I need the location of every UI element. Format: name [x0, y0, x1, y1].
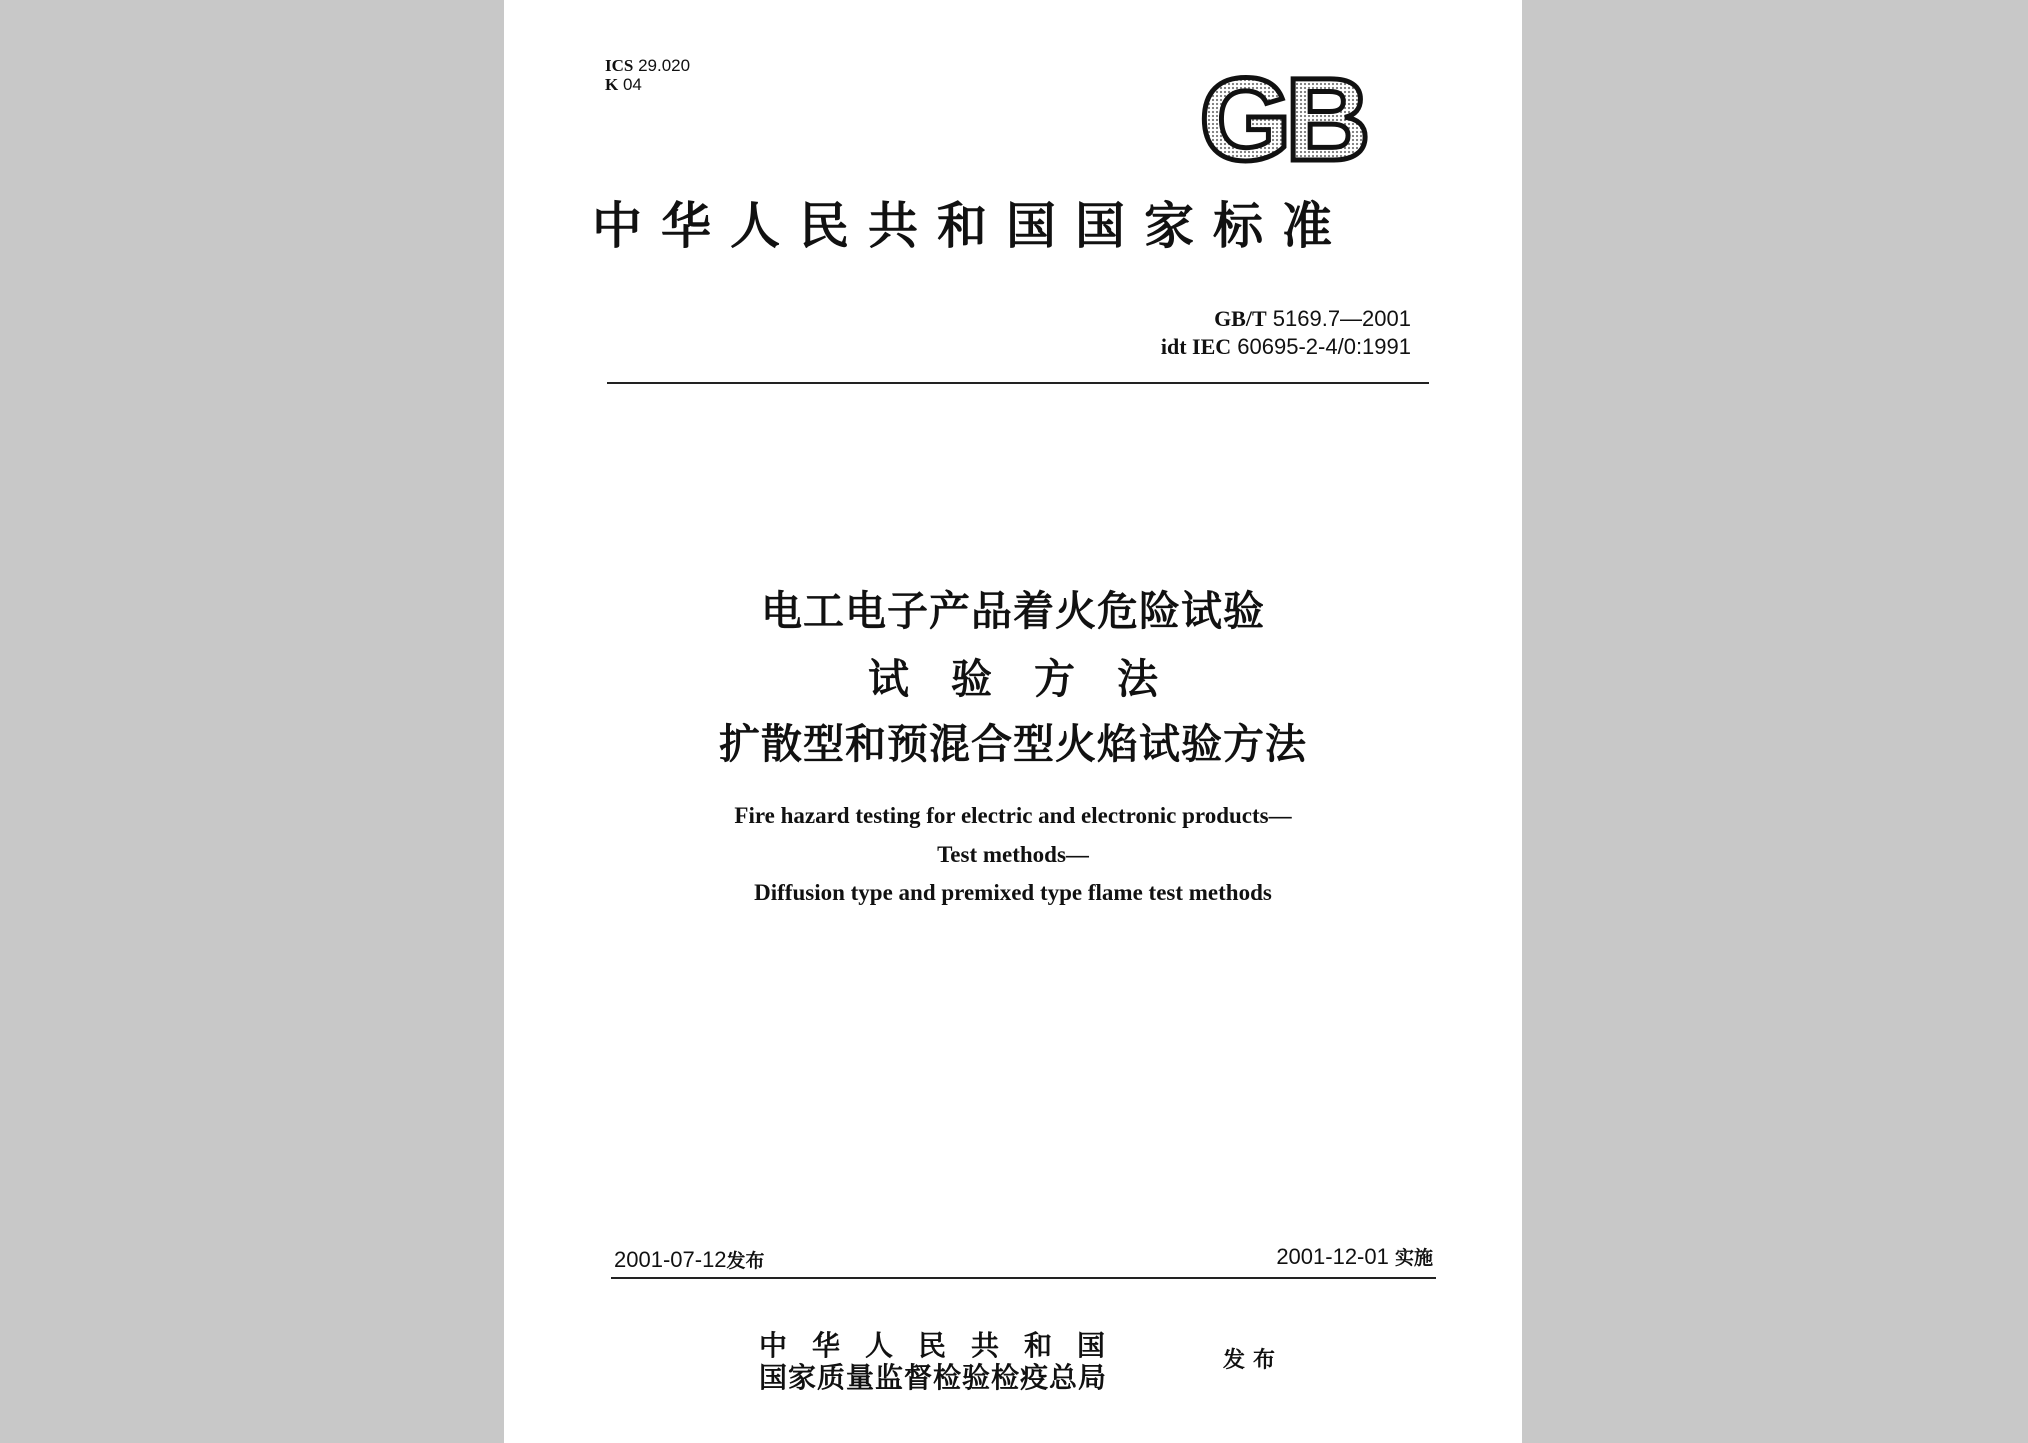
top-divider	[607, 382, 1429, 384]
english-title-line3: Diffusion type and premixed type flame test methods	[754, 880, 1272, 905]
publish-date-block	[614, 1246, 765, 1275]
standard-code-prefix: GB/T	[1214, 306, 1267, 331]
ics-code: 29.020	[638, 56, 691, 75]
implement-label: 实施	[1394, 1247, 1433, 1269]
english-title-line2: Test methods—	[937, 842, 1089, 867]
idt-prefix: idt IEC	[1160, 334, 1232, 359]
gb-logo	[1187, 70, 1377, 172]
ics-classification	[605, 56, 690, 94]
issuer-line2: 国家质量监督检验检疫总局	[759, 1361, 1108, 1394]
class-line	[605, 75, 690, 94]
chinese-title-line2: 试验方法	[868, 655, 1200, 703]
standard-code: 5169.7—2001	[1272, 306, 1411, 331]
issuer-block	[759, 1330, 1130, 1394]
implement-date: 2001-12-01	[1276, 1244, 1389, 1269]
chinese-title-line3: 扩散型和预混合型火焰试验方法	[719, 720, 1307, 768]
english-title-line1: Fire hazard testing for electric and electronic products—	[734, 803, 1292, 828]
national-standard-heading: 中华人民共和国国家标准	[592, 196, 1351, 255]
class-code: 04	[622, 75, 642, 94]
document-page	[504, 0, 1522, 1443]
class-label: K	[605, 75, 619, 94]
standard-code-line	[1161, 305, 1411, 333]
ics-label: ICS	[605, 56, 634, 75]
publish-date: 2001-07-12	[614, 1247, 727, 1272]
chinese-title-line1: 电工电子产品着火危险试验	[761, 587, 1265, 635]
issue-label: 发布	[1223, 1348, 1284, 1373]
implement-date-block	[1276, 1243, 1433, 1272]
issuer-line1: 中华人民共和国	[759, 1329, 1131, 1362]
publish-label: 发布	[726, 1250, 765, 1272]
bottom-divider	[611, 1277, 1436, 1279]
standard-number-block	[1161, 305, 1411, 361]
idt-line	[1161, 333, 1411, 361]
ics-line	[605, 56, 690, 75]
idt-code: 60695-2-4/0:1991	[1237, 334, 1411, 359]
logo-text: GB	[1199, 70, 1365, 172]
